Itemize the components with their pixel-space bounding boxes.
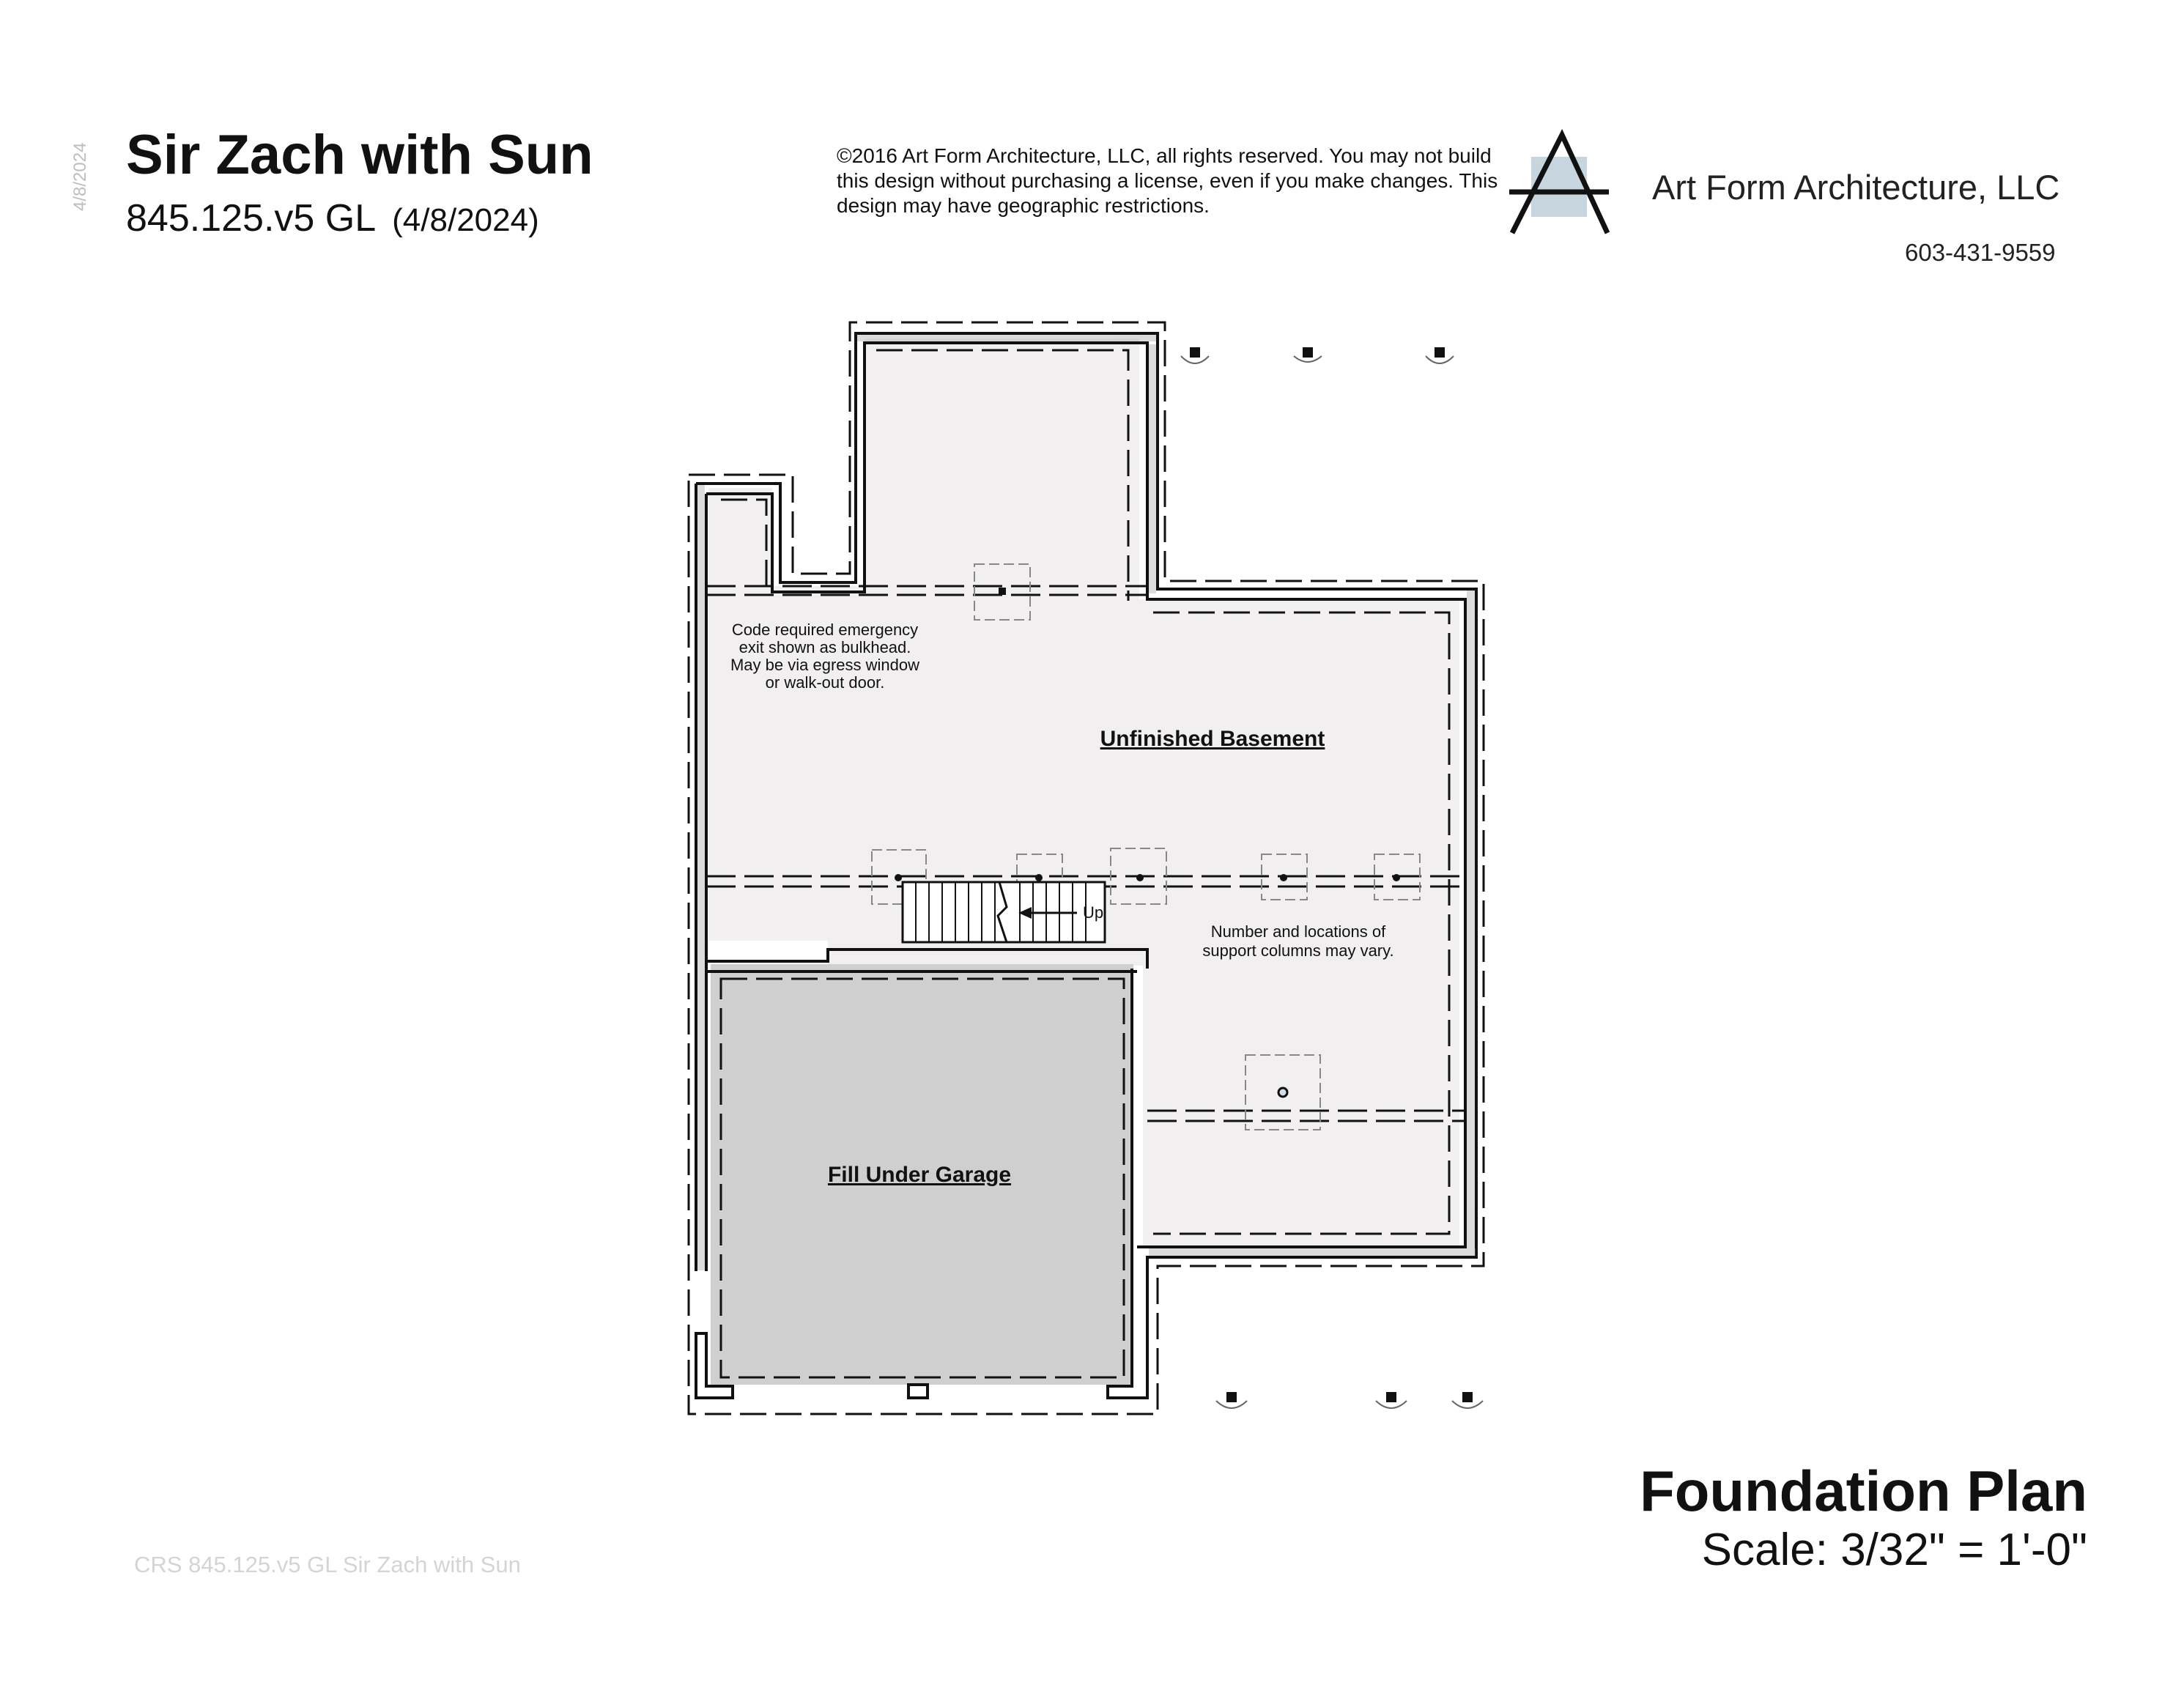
egress-note-line: or walk-out door. [765, 673, 885, 692]
firm-phone: 603-431-9559 [1905, 239, 2056, 266]
columns-note-line: support columns may vary. [1202, 941, 1394, 960]
egress-note-line: exit shown as bulkhead. [739, 638, 911, 656]
egress-note-line: Code required emergency [731, 621, 919, 639]
basement-stair [903, 882, 1105, 942]
columns-note-line: Number and locations of [1210, 922, 1386, 941]
columns-note [1202, 922, 1393, 960]
plan-title: Sir Zach with Sun [126, 124, 593, 186]
egress-note-line: May be via egress window [730, 656, 920, 674]
room-label-garage-fill: Fill Under Garage [827, 1163, 1012, 1187]
room-label-basement: Unfinished Basement [1100, 727, 1325, 751]
plan-code-text: 845.125.v5 GL [126, 197, 377, 240]
firm-name: Art Form Architecture, LLC [1652, 168, 2060, 207]
stair-up-label: Up [1083, 903, 1104, 922]
sheet-scale: Scale: 3/32" = 1'-0" [1701, 1525, 2087, 1575]
firm-logo [1509, 135, 1609, 233]
copyright-notice: ©2016 Art Form Architecture, LLC, all rights reserved. You may not build this design without purchasing a license, even if you make changes. This design may have geographic restrictions. [837, 144, 1498, 217]
vertical-date: 4/8/2024 [70, 142, 90, 211]
plan-date: (4/8/2024) [392, 202, 539, 238]
footer-watermark: CRS 845.125.v5 GL Sir Zach with Sun [134, 1552, 521, 1577]
sheet-title: Foundation Plan [1640, 1459, 2087, 1523]
